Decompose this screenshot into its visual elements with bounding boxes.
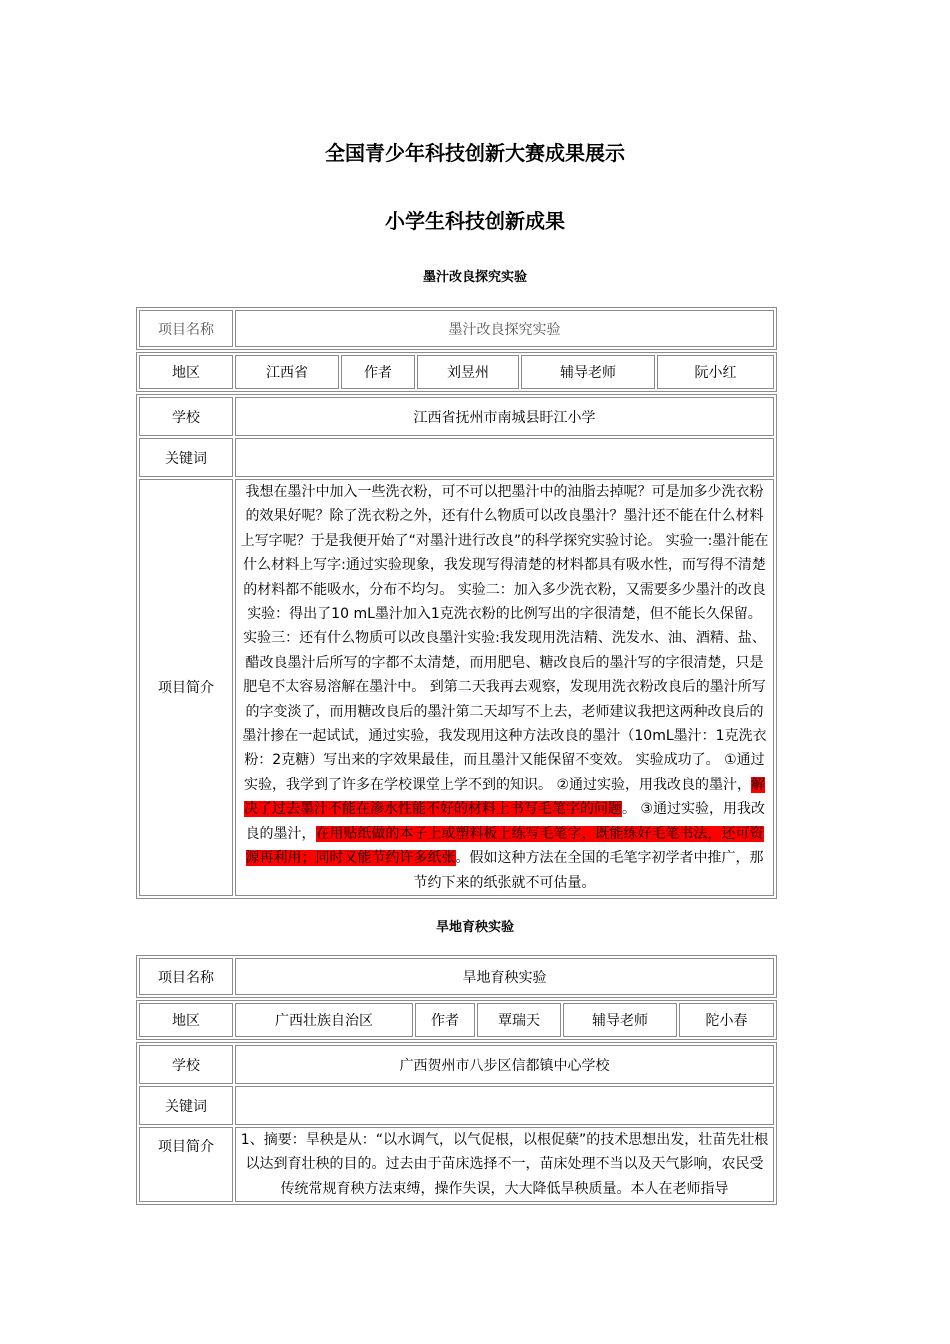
keywords-label: 关键词 xyxy=(139,1086,233,1125)
author-label: 作者 xyxy=(415,1003,475,1037)
project-detail-table xyxy=(136,394,777,899)
project-card xyxy=(136,955,777,1205)
project-heading: 墨汁改良探究实验 xyxy=(422,270,527,285)
keywords-value xyxy=(235,438,774,477)
region-value: 广西壮族自治区 xyxy=(235,1003,413,1037)
summary-text: 1、摘要：旱秧是从：“以水调气，以气促根，以根促蘖”的技术思想出发，壮苗先壮根以达到育壮秧的目的。过去由于苗床选择不一，苗床处理不当以及天气影响，农民受传统常规育秧方法束缚，操作失误，大大降低旱秧质量。本人在老师指导 xyxy=(235,1127,774,1202)
advisor-value: 陀小春 xyxy=(679,1003,774,1037)
project-detail-table xyxy=(136,1042,777,1205)
page-title: 全国青少年科技创新大赛成果展示 xyxy=(325,141,625,165)
author-value: 刘昱州 xyxy=(417,355,519,389)
project-name: 墨汁改良探究实验 xyxy=(235,310,774,347)
school-label: 学校 xyxy=(139,1045,233,1084)
highlighted-text: 在用贴纸做的本子上或塑料板上练写毛笔字，既能练好毛笔书法，还可资源再利用；同时又能节约许多纸张 xyxy=(245,825,764,867)
name-label: 项目名称 xyxy=(139,958,233,995)
project-info-table xyxy=(136,352,777,392)
summary-part: 我想在墨汁中加入一些洗衣粉，可不可以把墨汁中的油脂去掉呢？可是加多少洗衣粉的效果好呢？除了洗衣粉之外，还有什么物质可以改良墨汁？墨汁还不能在什么材料上写字呢？于是我便开始了“对墨汁进行改良”的科学探究实验讨论。 实验一:墨汁能在什么材料上写字:通过实验现象，我发现写得清楚的材料都具有吸水性，而写得不清楚的材料都不能吸水，分布不均匀。 实验二：加入多少洗衣粉，又需要多少墨汁的改良实验：得出了10 mL墨汁加入1克洗衣粉的比例写出的字很清楚，但不能长久保留。 实验三：还有什么物质可以改良墨汁实验:我发现用洗洁精、洗发水、油、酒精、盐、醋改良墨汁后所写的字都不太清楚，而用肥皂、糖改良后的墨汁写的字很清楚，只是肥皂不太容易溶解在墨汁中。 到第二天我再去观察，发现用洗衣粉改良后的墨汁所写的字变淡了，而用糖改良后的墨汁第二天却写不上去，老师建议我把这两种改良后的墨汁掺在一起试试，通过实验，我发现用这种方法改良的墨汁（10mL墨汁：1克洗衣粉：2克糖）写出来的字效果最佳，而且墨汁又能保留不变效。 实验成功了。 ①通过实验，我学到了许多在学校课堂上学不到的知识。 ②通过实验，用我改良的墨汁， xyxy=(240,484,769,793)
region-label: 地区 xyxy=(139,1003,233,1037)
summary-text xyxy=(235,479,774,896)
advisor-label: 辅导老师 xyxy=(563,1003,677,1037)
summary-part: 。 ③通过实验，用我改良的墨汁， xyxy=(245,801,765,842)
school-label: 学校 xyxy=(139,397,233,436)
project-info-table xyxy=(136,1000,777,1040)
name-label: 项目名称 xyxy=(139,310,233,347)
school-value: 广西贺州市八步区信都镇中心学校 xyxy=(235,1045,774,1084)
summary-part: 。假如这种方法在全国的毛笔字初学者中推广，那节约下来的纸张就不可估量。 xyxy=(413,850,764,891)
author-label: 作者 xyxy=(341,355,415,389)
author-value: 覃瑞天 xyxy=(477,1003,561,1037)
advisor-label: 辅导老师 xyxy=(521,355,655,389)
advisor-value: 阮小红 xyxy=(657,355,774,389)
school-value: 江西省抚州市南城县盱江小学 xyxy=(235,397,774,436)
summary-label: 项目简介 xyxy=(139,1127,233,1202)
page-subtitle: 小学生科技创新成果 xyxy=(385,209,565,233)
region-value: 江西省 xyxy=(235,355,339,389)
project-heading: 旱地育秧实验 xyxy=(435,920,514,935)
project-name-table xyxy=(136,955,777,998)
project-card xyxy=(136,307,777,899)
project-name-table xyxy=(136,307,777,350)
summary-label: 项目简介 xyxy=(139,479,233,896)
highlighted-text: 解决了过去墨汁不能在渗水性能不好的材料上书写毛笔字的问题 xyxy=(243,776,765,818)
keywords-value xyxy=(235,1086,774,1125)
region-label: 地区 xyxy=(139,355,233,389)
project-name: 旱地育秧实验 xyxy=(235,958,774,995)
keywords-label: 关键词 xyxy=(139,438,233,477)
